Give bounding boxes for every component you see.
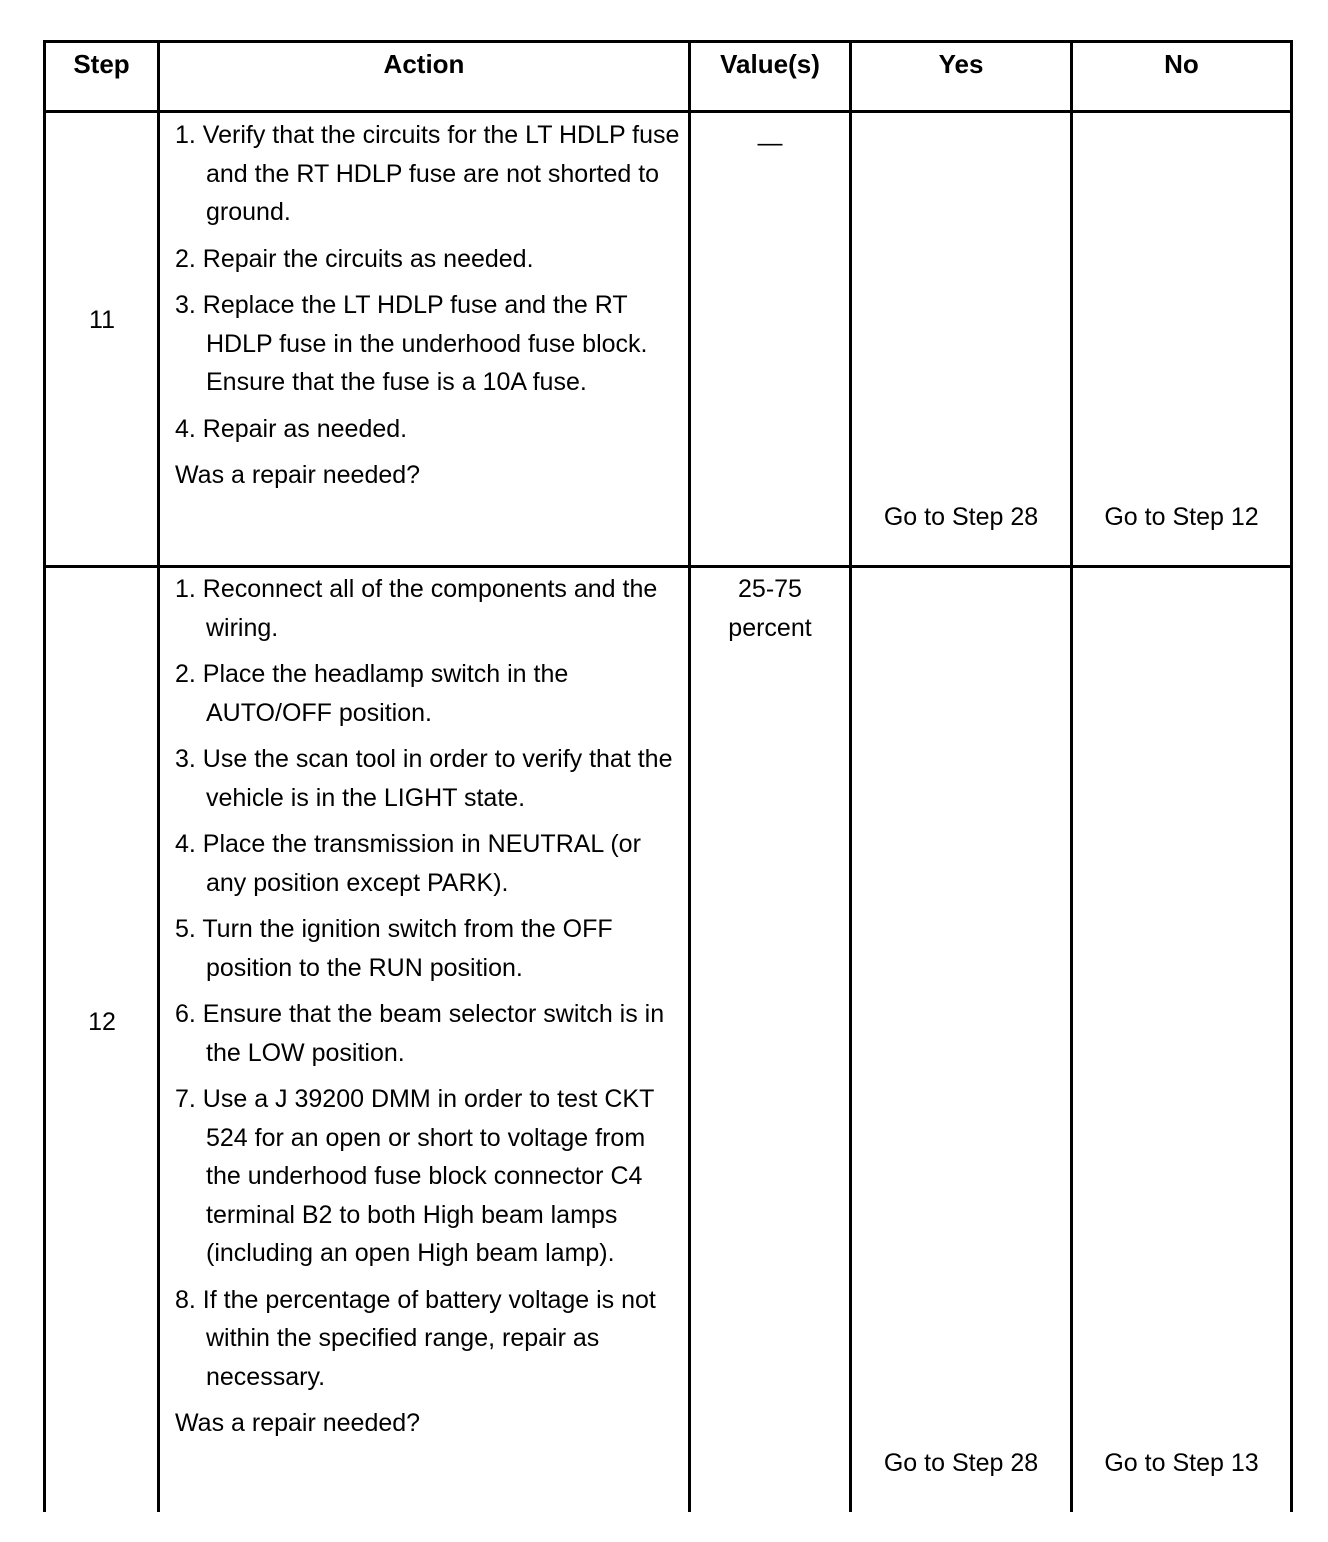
yes-cell: Go to Step 28 <box>883 503 1039 531</box>
col-divider-action-value <box>688 40 691 1512</box>
action-list <box>166 570 681 1396</box>
value-cell: 25-75 percent <box>728 575 812 642</box>
no-cell: Go to Step 13 <box>1104 1449 1259 1477</box>
row-11-bottom-border <box>43 565 1293 568</box>
col-divider-yes-no <box>1070 40 1073 1512</box>
table-top-border <box>43 40 1293 43</box>
no-cell: Go to Step 12 <box>1104 503 1259 531</box>
header-action: Action <box>383 49 465 79</box>
yes-cell: Go to Step 28 <box>883 1449 1039 1477</box>
action-cell <box>166 116 681 495</box>
action-item: 1. Reconnect all of the components and the wiring. <box>175 575 658 642</box>
header-values: Value(s) <box>720 49 820 79</box>
action-item: 6. Ensure that the beam selector switch is in the LOW position. <box>175 1000 665 1067</box>
table-left-border <box>43 40 46 1512</box>
action-item: 2. Repair the circuits as needed. <box>175 244 534 273</box>
action-item: 3. Replace the LT HDLP fuse and the RT HDLP fuse in the underhood fuse block. Ensure that the fuse is a 10A fuse. <box>175 291 648 396</box>
header-step: Step <box>73 49 130 79</box>
action-item: 7. Use a J 39200 DMM in order to test CKT 524 for an open or short to voltage from the underhood fuse block connector C4 terminal B2 to both High beam lamps (including an open High beam lamp). <box>175 1085 654 1267</box>
action-item: 2. Place the headlamp switch in the AUTO/OFF position. <box>175 660 569 727</box>
step-number: 11 <box>89 306 115 334</box>
action-item: 4. Repair as needed. <box>175 414 408 443</box>
question-text: Was a repair needed? <box>175 1409 421 1437</box>
action-list <box>166 116 681 448</box>
step-number: 12 <box>88 1008 116 1036</box>
table-right-border <box>1290 40 1293 1512</box>
question-text: Was a repair needed? <box>175 461 421 489</box>
col-divider-value-yes <box>849 40 852 1512</box>
header-bottom-border <box>43 110 1293 113</box>
value-cell: — <box>757 129 783 157</box>
action-cell <box>166 570 681 1443</box>
action-item: 3. Use the scan tool in order to verify that the vehicle is in the LIGHT state. <box>175 745 673 812</box>
header-yes: Yes <box>938 49 984 79</box>
action-item: 1. Verify that the circuits for the LT HDLP fuse and the RT HDLP fuse are not shorted to ground. <box>175 121 680 226</box>
header-no: No <box>1164 49 1199 79</box>
col-divider-step-action <box>157 40 160 1512</box>
action-item: 5. Turn the ignition switch from the OFF position to the RUN position. <box>175 915 613 982</box>
action-item: 8. If the percentage of battery voltage is not within the specified range, repair as necessary. <box>175 1285 656 1391</box>
action-item: 4. Place the transmission in NEUTRAL (or any position except PARK). <box>175 830 641 897</box>
